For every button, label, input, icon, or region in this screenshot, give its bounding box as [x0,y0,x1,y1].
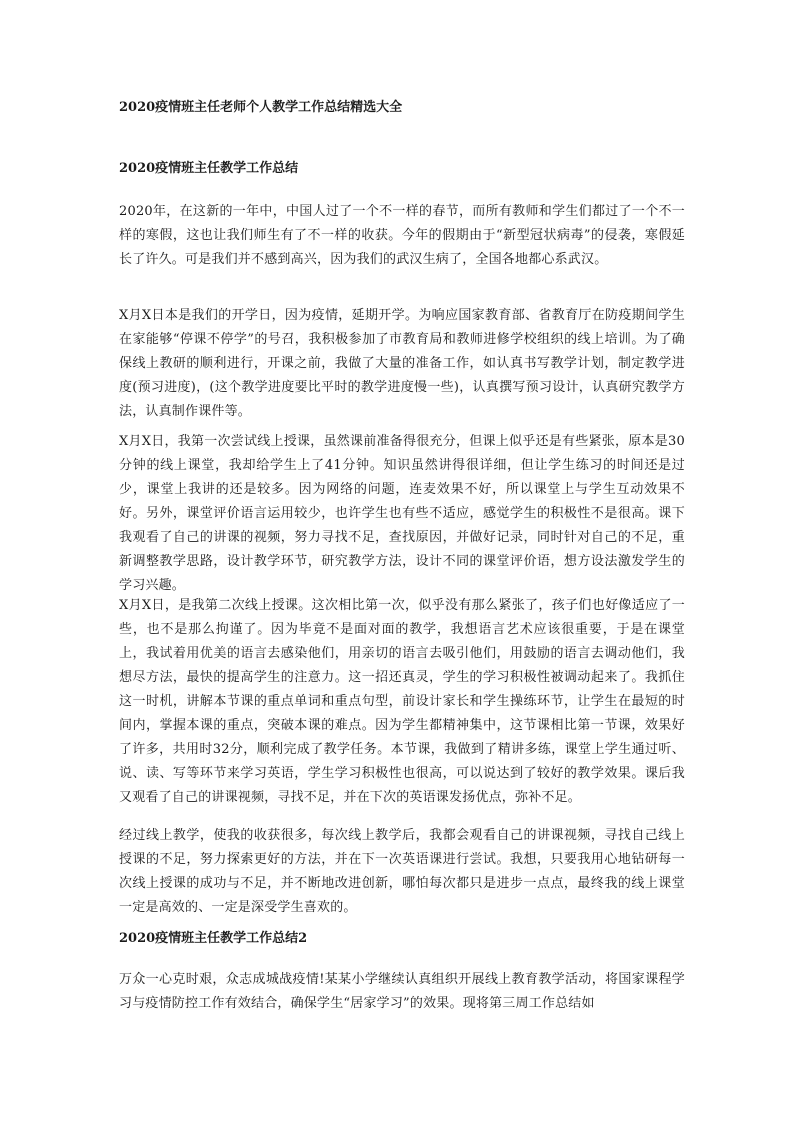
paragraph-4: X月X日，是我第二次线上授课。这次相比第一次，似乎没有那么紧张了，孩子们也好像适应了一些，也不是那么拘谨了。因为毕竟不是面对面的教学，我想语言艺术应该很重要，于是在课堂上，我试着用优美的语言去感染他们，用亲切的语言去吸引他们，用鼓励的语言去调动他们，我想尽方法，最快的提高学生的注意力。这一招还真灵，学生的学习积极性被调动起来了。我抓住这一时机，讲解本节课的重点单词和重点句型，前设计家长和学生操练环节，让学生在最短的时间内，掌握本课的重点，突破本课的难点。因为学生都精神集中，这节课相比第一节课，效果好了许多，共用时32分，顺利完成了教学任务。本节课，我做到了精讲多练，课堂上学生通过听、说、读、写等环节来学习英语，学生学习积极性也很高，可以说达到了较好的教学效果。课后我又观看了自己的讲课视频，寻找不足，并在下次的英语课发扬优点，弥补不足。 [119,598,685,805]
paragraph-1: 2020年，在这新的一年中，中国人过了一个不一样的春节，而所有教师和学生们都过了一个不一样的寒假，这也让我们师生有了不一样的收获。今年的假期由于“新型冠状病毒”的侵袭，寒假延长了许久。可是我们并不感到高兴，因为我们的武汉生病了，全国各地都心系武汉。 [119,204,685,267]
paragraph-3: X月X日，我第一次尝试线上授课，虽然课前准备得很充分，但课上似乎还是有些紧张，原本是30分钟的线上课堂，我却给学生上了41分钟。知识虽然讲得很详细，但让学生练习的时间还是过少，课堂上我讲的还是较多。因为网络的问题，连麦效果不好，所以课堂上与学生互动效果不好。另外，课堂评价语言运用较少，也许学生也有些不适应，感觉学生的积极性不是很高。课下我观看了自己的讲课的视频，努力寻找不足，查找原因，并做好记录，同时针对自己的不足，重新调整教学思路，设计教学环节，研究教学方法，设计不同的课堂评价语，想方设法激发学生的学习兴趣。 [119,434,685,593]
section-heading-2: 2020疫情班主任教学工作总结2 [119,931,308,946]
paragraph-5: 经过线上教学，使我的收获很多，每次线上教学后，我都会观看自己的讲课视频，寻找自己线上授课的不足，努力探索更好的方法，并在下一次英语课进行尝试。我想，只要我用心地钻研每一次线上授课的成功与不足，并不断地改进创新，哪怕每次都只是进步一点点，最终我的线上课堂一定是高效的、一定是深受学生喜欢的。 [119,828,685,915]
document-title: 2020疫情班主任老师个人教学工作总结精选大全 [119,100,403,115]
section-heading-1: 2020疫情班主任教学工作总结 [119,161,299,176]
paragraph-2: X月X日本是我们的开学日，因为疫情，延期开学。为响应国家教育部、省教育厅在防疫期间学生在家能够“停课不停学”的号召，我积极参加了市教育局和教师进修学校组织的线上培训。为了确保线上教研的顺利进行，开课之前，我做了大量的准备工作，如认真书写教学计划，制定教学进度(预习进度)，(这个教学进度要比平时的教学进度慢一些)，认真撰写预习设计，认真研究教学方法，认真制作课件等。 [119,308,685,419]
paragraph-6: 万众一心克时艰，众志成城战疫情!某某小学继续认真组织开展线上教育教学活动，将国家课程学习与疫情防控工作有效结合，确保学生“居家学习”的效果。现将第三周工作总结如 [119,972,685,1011]
